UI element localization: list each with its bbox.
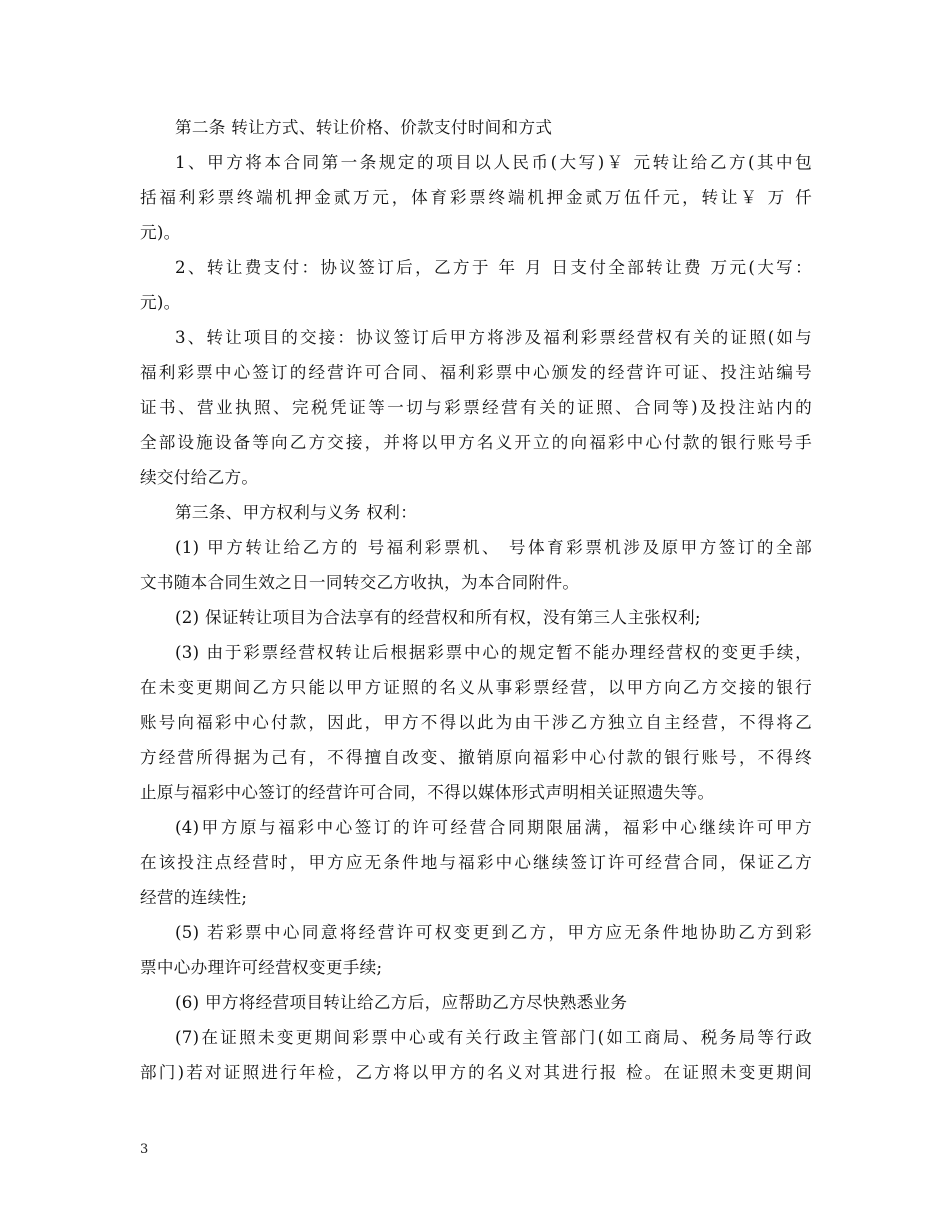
paragraph-line: 元)。 [140, 293, 181, 312]
paragraph-line: 文书随本合同生效之日一同转交乙方收执，为本合同附件。 [140, 573, 580, 592]
paragraph-line: 证书、营业执照、完税凭证等一切与彩票经营有关的证照、合同等)及投注站内的 [140, 398, 812, 417]
paragraph-line: 元)。 [140, 223, 181, 242]
paragraph-line: 3、转让项目的交接：协议签订后甲方将涉及福利彩票经营权有关的证照(如与 [175, 328, 812, 347]
document-body [140, 118, 812, 1098]
paragraph-line: 福利彩票中心签订的经营许可合同、福利彩票中心颁发的经营许可证、投注站编号 [140, 363, 812, 382]
paragraph-line: (4)甲方原与福彩中心签订的许可经营合同期限届满，福彩中心继续许可甲方 [175, 818, 812, 837]
paragraph-line: 经营的连续性; [140, 888, 248, 907]
paragraph-line: 2、转让费支付：协议签订后，乙方于 年 月 日支付全部转让费 万元(大写： [175, 258, 812, 277]
paragraph-line: (6) 甲方将经营项目转让给乙方后，应帮助乙方尽快熟悉业务 [175, 993, 628, 1012]
section-heading-article-3: 第三条、甲方权利与义务 权利： [175, 503, 418, 522]
section-heading-article-2: 第二条 转让方式、转让价格、价款支付时间和方式 [175, 118, 553, 137]
paragraph-line: (1) 甲方转让给乙方的 号福利彩票机、 号体育彩票机涉及原甲方签订的全部 [175, 538, 812, 557]
paragraph-line: 部门)若对证照进行年检，乙方将以甲方的名义对其进行报 检。在证照未变更期间 [140, 1063, 812, 1082]
paragraph-line: 全部设施设备等向乙方交接，并将以甲方名义开立的向福彩中心付款的银行账号手 [140, 433, 812, 452]
paragraph-line: 括福利彩票终端机押金贰万元，体育彩票终端机押金贰万伍仟元，转让￥ 万 仟 [140, 188, 812, 207]
paragraph-line: (5) 若彩票中心同意将经营许可权变更到乙方，甲方应无条件地协助乙方到彩 [175, 923, 812, 942]
paragraph-line: (7)在证照未变更期间彩票中心或有关行政主管部门(如工商局、税务局等行政 [175, 1028, 812, 1047]
paragraph-line: 续交付给乙方。 [140, 468, 259, 487]
paragraph-line: 在该投注点经营时，甲方应无条件地与福彩中心继续签订许可经营合同，保证乙方 [140, 853, 812, 872]
paragraph-line: (3) 由于彩票经营权转让后根据彩票中心的规定暂不能办理经营权的变更手续， [175, 643, 812, 662]
paragraph-line: 在未变更期间乙方只能以甲方证照的名义从事彩票经营，以甲方向乙方交接的银行 [140, 678, 812, 697]
paragraph-line: 票中心办理许可经营权变更手续; [140, 958, 383, 977]
paragraph-line: 方经营所得据为己有，不得擅自改变、撤销原向福彩中心付款的银行账号，不得终 [140, 748, 812, 767]
paragraph-line: 1、甲方将本合同第一条规定的项目以人民币(大写)￥ 元转让给乙方(其中包 [175, 153, 812, 172]
paragraph-line: 账号向福彩中心付款，因此，甲方不得以此为由干涉乙方独立自主经营，不得将乙 [140, 713, 812, 732]
page-number: 3 [140, 1142, 149, 1157]
paragraph-line: (2) 保证转让项目为合法享有的经营权和所有权，没有第三人主张权利; [175, 608, 701, 627]
paragraph-line: 止原与福彩中心签订的经营许可合同，不得以媒体形式声明相关证照遗失等。 [140, 783, 715, 802]
